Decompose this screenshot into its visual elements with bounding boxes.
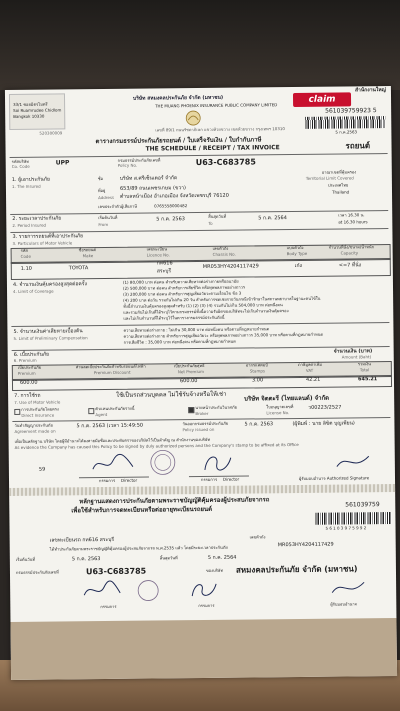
director-label-en: Director (222, 476, 240, 482)
preliminary-line: ความเสียหายต่อร่างกาย สำหรับการสูญเสียอวัยวะ หรือทุพพลภาพอย่างถาวร 35,000 บาท หรือตามที่กฎหมายกำหนด (123, 331, 324, 339)
policy-no-label: กรมธรรม์ประกันภัยเลขที่ (117, 157, 161, 163)
stamps-value: 3.00 (251, 377, 264, 384)
vehicle-col-header-en: Body Type (286, 250, 308, 257)
insured-name-label: ชื่อ (97, 176, 104, 182)
agreement-date: 5 ก.ค. 2563 (เวลา 15:49:50 (76, 422, 144, 430)
slip-note-line-2: เพื่อใช้สำหรับการจดทะเบียนหรือต่ออายุทะเบียนรถยนต์ (71, 505, 213, 515)
slip-from-date: 5 ก.ค. 2563 (71, 556, 101, 563)
slip-director-signature (80, 579, 124, 603)
slip-cover-text: ได้ทำประกันภัยตามพระราชบัญญัติคุ้มครองผู้ประสบภัยจากรถ พ.ศ.2535 แล้ว โดยมีระยะเวลาประกันภัย (49, 544, 228, 552)
agent-label: ตัวแทนประกันภัยรายนี้ (95, 405, 135, 412)
tax-id-label: เลขประจำตัวผู้เสียภาษี (98, 203, 138, 210)
net-premium-value: 600.00 (179, 378, 198, 385)
slip-serial-sub: 5 6 1 0 3 9 7 5 9 9 2 (325, 525, 367, 531)
insured-name: บริษัท ส.ศรีเซ็นเตอร์ จำกัด (119, 175, 178, 182)
vehicle-col-header: แบบตัวถัง (286, 244, 304, 251)
premium-col-header: ส่วนลดเบี้ยประกันภัยสำหรับรถยนต์ไฟฟ้า (75, 363, 146, 370)
company-code-label-en: Co. Code (11, 163, 30, 169)
section-label-car: รถยนต์ (345, 141, 371, 151)
premium-col-header: อากรแสตมป์ (245, 362, 268, 368)
schedule-title-th: ตารางกรมธรรม์ประกันภัยรถยนต์ / ใบเสร็จรับเงิน / ใบกำกับภาษี (95, 136, 262, 146)
logo-text-line: 33/1 ซอยมิตรไมตรี (13, 101, 48, 107)
limits-line: ทั้งนี้จำนวนเงินคุ้มครองสูงสุดสำหรับ (1) (2) (3) (4) รวมกันไม่เกิน 504,000 บาท ต่อหนึ่งคน (123, 302, 283, 309)
issue-date: 5 ก.ค. 2563 (244, 421, 274, 428)
premium-col-header-en: Premium (17, 370, 36, 376)
licence-label-en: License No. (266, 410, 290, 416)
vehicle-licence-no: กท616 (156, 260, 173, 267)
agreement-label-en: Agreement made on (14, 428, 56, 434)
address-label: ที่อยู่ (97, 187, 106, 194)
slip-note-line-1: หลักฐานแสดงการประกันภัยตามพระราชบัญญัติคุ้มครองผู้ประสบภัยจากรถ (79, 496, 270, 506)
issue-label-en: Policy issued on (182, 426, 215, 433)
preliminary-line: การเสียชีวิต : 35,000 บาท ต่อหนึ่งคน หรือตามที่กฎหมายกำหนด (123, 338, 236, 345)
slip-policy-number: U63-C683785 (85, 566, 147, 577)
premium-unit-label: จำนวนเงิน (บาท) (333, 348, 373, 355)
slip-director-label: กรรมการ (198, 602, 215, 609)
agent-checkbox (88, 408, 94, 414)
slip-from-label: เริ่มต้นวันที่ (15, 556, 35, 562)
premium-value: 600.00 (19, 379, 38, 386)
preliminary-line: ความเสียหายต่อร่างกาย : ไม่เกิน 30,000 บาท ต่อหนึ่งคน หรือตามที่กฎหมายกำหนด (123, 326, 270, 333)
vehicle-chassis-no: MR053HY4204117429 (202, 263, 259, 270)
vehicle-col-header-en: Code (20, 253, 31, 259)
director-label-en: Director (120, 477, 138, 483)
broker-label-en: Broker (195, 410, 209, 417)
direct-insurance-label: การประกันภัยโดยตรง (21, 406, 59, 412)
authorized-signature (333, 450, 373, 474)
preliminary-section-label-en: 5. Limit of Preliminary Compensation (13, 335, 88, 341)
issuer-name: (ผู้พิมพ์ : นาย ลิขิต บุญเพียน) (292, 420, 355, 428)
usage-label-en: 7. Use of Motor Vehicle (14, 399, 61, 405)
vehicle-col-header-en: Licence No. (146, 252, 170, 258)
company-address: เลขที่ 89/1 ถนนรัชดาภิเษก แขวงห้วยขวาง เขตห้วยขวาง กรุงเทพฯ 10310 (155, 126, 285, 133)
table-surface-edge (10, 618, 397, 680)
period-to-label-en: To (208, 220, 213, 226)
premium-col-header: เบี้ยประกันภัยสุทธิ (173, 362, 205, 369)
vehicle-body-type: เก๋ง (294, 262, 302, 270)
premium-col-header: รวมเงิน (357, 361, 371, 367)
policy-number: U63-C683785 (195, 157, 256, 168)
perforation-stripe (9, 484, 395, 496)
director-signature-1 (89, 451, 139, 478)
period-time-note: เวลา 16.30 น. (338, 212, 365, 218)
vehicle-code: 1.10 (20, 265, 32, 272)
direct-insurance-checkbox (14, 409, 20, 415)
claim-logo: claim (293, 92, 351, 107)
address-line-2: ตำบลหน้าเมือง อำเภอเมือง จังหวัดเพชรบุรี 76120 (120, 192, 229, 200)
background-top (0, 0, 400, 90)
vehicle-col-header-en: Capacity (340, 250, 359, 256)
premium-col-header: เบี้ยประกันภัย (17, 364, 42, 370)
period-label-en: 2. Period Insured (12, 222, 47, 228)
signature-line (189, 476, 249, 478)
vehicle-section-label: 3. รายการรถยนต์ที่เอาประกันภัย (12, 233, 84, 240)
premium-section-label: 6. เบี้ยประกันภัย (13, 351, 50, 358)
premium-unit-label-en: Amount (Baht) (341, 354, 372, 360)
director-label-th: กรรมการ (200, 476, 218, 483)
licence-number: ว00223/2527 (308, 404, 342, 411)
slip-plate-text: เลขทะเบียนรถ กท616 สระบุรี (49, 536, 115, 544)
slip-authorized-signature (328, 576, 368, 600)
limits-line: (3) 200,000 บาท ต่อคน สำหรับการสูญเสียอวัยวะตามเงื่อนไข ข้อ 3 (123, 290, 242, 297)
vehicle-col-header: เลขทะเบียน (146, 246, 167, 252)
premium-table-row (12, 375, 392, 391)
limits-line: และไม่เกินจำนวนที่ได้ระบุไว้ในตารางกรมธรรม์ประกันภัยนี้ (123, 314, 225, 321)
vehicle-section-label-en: 3. Particulars of Motor Vehicle (12, 240, 73, 246)
slip-company-label: ของบริษัท (205, 567, 224, 573)
slip-to-date: 5 ก.ค. 2564 (207, 554, 237, 561)
territory-label: อาณาเขตที่คุ้มครอง (321, 169, 357, 175)
limits-line: (4) 200 บาท ต่อวัน รวมกันไม่เกิน 20 วัน สำหรับการชดเชยรายวันกรณีเข้ารักษาในสถานพยาบาลในฐานะคนไข้ใน (123, 295, 321, 303)
issue-label: วันออกกรมธรรม์ประกันภัย (182, 420, 229, 427)
premium-col-header: ภาษีมูลค่าเพิ่ม (297, 361, 323, 367)
insurance-policy-document (5, 86, 397, 680)
director-label-th: กรรมการ (98, 477, 116, 484)
witness-text-en: As evidence the Company has caused this Policy to be signed by duly authorized persons and the Company's stamp to be affixed at its Office (14, 441, 299, 450)
agent-label-en: Agent (95, 411, 108, 418)
company-code-value: UPP (55, 159, 70, 167)
divider (10, 210, 388, 215)
vehicle-col-header: ชื่อรถยนต์ (78, 247, 96, 253)
vat-value: 42.21 (305, 376, 321, 383)
slip-authorized-label: ผู้รับมอบอำนาจ (330, 601, 357, 607)
company-name-th: บริษัท สหมงคลประกันภัย จำกัด (มหาชน) (132, 94, 224, 102)
company-code-label: รหัสบริษัท (11, 158, 29, 164)
schedule-title-en: THE SCHEDULE / RECEIPT / TAX INVOICE (145, 144, 280, 153)
broker-name: บริษัท จิตตะรี (ไทยแลนด์) จำกัด (244, 394, 330, 403)
slip-director-signature-2 (186, 578, 220, 602)
usage-value: ใช้เป็นรถส่วนบุคคล ไม่ใช้รับจ้างหรือให้เช่า (116, 390, 227, 399)
slip-to-label: สิ้นสุดวันที่ (159, 555, 178, 561)
policy-serial: 561039759923 5 (325, 107, 377, 115)
period-from-date: 5 ก.ค. 2563 (156, 216, 185, 223)
authorized-label: ผู้รับมอบอำนาจ Authorized Signature (298, 475, 370, 481)
period-from-label-en: From (98, 221, 109, 228)
premium-col-header-en: VAT (305, 367, 314, 373)
premium-col-header-en: Premium Discount (93, 369, 131, 376)
slip-company-name: สหมงคลประกันภัย จำกัด (มหาชน) (235, 564, 358, 575)
insured-label: 1. ผู้เอาประกันภัย (11, 176, 50, 183)
vehicle-col-header-en: Make (82, 253, 94, 259)
agreement-label: วันทำสัญญาประกันภัย (14, 422, 53, 428)
logo-text-line: Bangkok 10330 (13, 113, 45, 119)
policy-barcode (305, 116, 385, 129)
company-seal-stamp (149, 448, 177, 476)
director-signature-2 (199, 450, 235, 476)
territory-value-en: Thailand (331, 189, 350, 195)
company-logo-icon (180, 110, 206, 126)
limits-line: และรวมกันไม่เกินที่ได้ระบุไว้ตามกรมธรรม์ทั้งนี้ความรับผิดของบริษัทจะไม่เกินจำนวนเงินคุ้มครอง (123, 308, 289, 315)
period-to-date: 5 ก.ค. 2564 (258, 215, 287, 222)
slip-chassis-no: MR053HY4204117429 (277, 541, 334, 549)
preliminary-section-label: 5. จำนวนเงินค่าเสียหายเบื้องต้น (13, 328, 83, 335)
slip-barcode (315, 512, 391, 525)
tax-id-value: 0765558000482 (154, 203, 188, 209)
vehicle-col-header: รหัส (20, 247, 28, 253)
slip-policy-label: กรมธรรม์ประกันภัยเลขที่ (15, 569, 59, 575)
logo-text-line: Soi Ruamrudee Chidlom (13, 107, 62, 113)
total-value: 645.21 (357, 376, 378, 383)
vehicle-capacity: <=7 ที่นั่ง (338, 262, 362, 269)
limits-section-label: 4. จำนวนเงินคุ้มครองสูงสุดต่อครั้ง (12, 281, 87, 288)
vehicle-licence-province: สระบุรี (156, 268, 172, 275)
slip-director-label: กรรมการ (100, 603, 117, 610)
office-label: สำนักงานใหญ่ (354, 87, 386, 94)
limits-section-label-en: 4. Limit of Coverage (13, 288, 54, 294)
divider (10, 228, 388, 233)
licence-label: ใบอนุญาตเลขที่ (266, 404, 294, 410)
territory-value-th: ประเทศไทย (327, 182, 349, 188)
slip-company-seal (136, 578, 160, 602)
vehicle-col-header: จำนวนที่นั่ง/ขนาด/น้ำหนัก (328, 244, 375, 250)
insured-label-en: 1. The Insured (11, 183, 41, 189)
limits-line: (1) 80,000 บาท ต่อคน สำหรับความเสียหายต่อร่างกายหรืออนามัย (122, 278, 239, 285)
period-from-label: เริ่มต้นวันที่ (98, 214, 118, 221)
territory-label-en: Territorial Limit Covered (305, 175, 354, 181)
broker-checkbox-checked (188, 407, 194, 413)
vehicle-col-header-en: Chassis No. (212, 251, 236, 257)
premium-col-header-en: Stamps (249, 368, 265, 374)
witness-text-th: เพื่อเป็นหลักฐาน บริษัท โดยผู้มีอำนาจได้ลงลายมือชื่อและประทับตราของบริษัทไว้เป็นสำคัญ ณ สำนักงานของบริษัท (14, 436, 211, 444)
policy-serial-sub: 5 ก.ค.2563 (335, 129, 358, 135)
usage-label: 7. การใช้รถ (14, 392, 41, 399)
vehicle-make: TOYOTA (68, 265, 89, 272)
address-line-1: 653/89 ถนนเพชรเกษม (ขวา) (119, 185, 186, 192)
vehicle-col-header: เลขตัวถัง (212, 245, 229, 251)
vehicle-table-row (11, 258, 391, 280)
address-label-en: Address (98, 194, 115, 201)
premium-col-header-en: Net Premium (177, 368, 204, 375)
period-to-label: สิ้นสุดวันที่ (208, 213, 227, 219)
ref-code: 59 (38, 466, 46, 473)
direct-insurance-label-en: Direct Insurance (21, 412, 55, 418)
broker-label: นายหน้าประกันวินาศภัย (195, 404, 237, 411)
broker-logo-box (9, 93, 65, 130)
premium-section-label-en: 6. Premium (13, 357, 37, 363)
premium-col-header-en: Total (359, 367, 370, 373)
left-barcode-number: 520300009 (39, 130, 63, 136)
period-time-note-en: at 16.30 hours (338, 219, 368, 225)
company-name-en: THE MUANG PHOENIX INSURANCE PUBLIC COMPANY LIMITED (155, 102, 278, 109)
slip-serial: 561039759 (345, 501, 380, 509)
period-label: 2. ระยะเวลาประกันภัย (12, 215, 62, 222)
slip-chassis-label: เลขตัวถัง (249, 534, 266, 540)
policy-no-label-en: Policy No. (117, 162, 138, 168)
limits-line: (2) 500,000 บาท ต่อคน สำหรับการเสียชีวิต หรือทุพพลภาพอย่างถาวร (122, 284, 246, 291)
